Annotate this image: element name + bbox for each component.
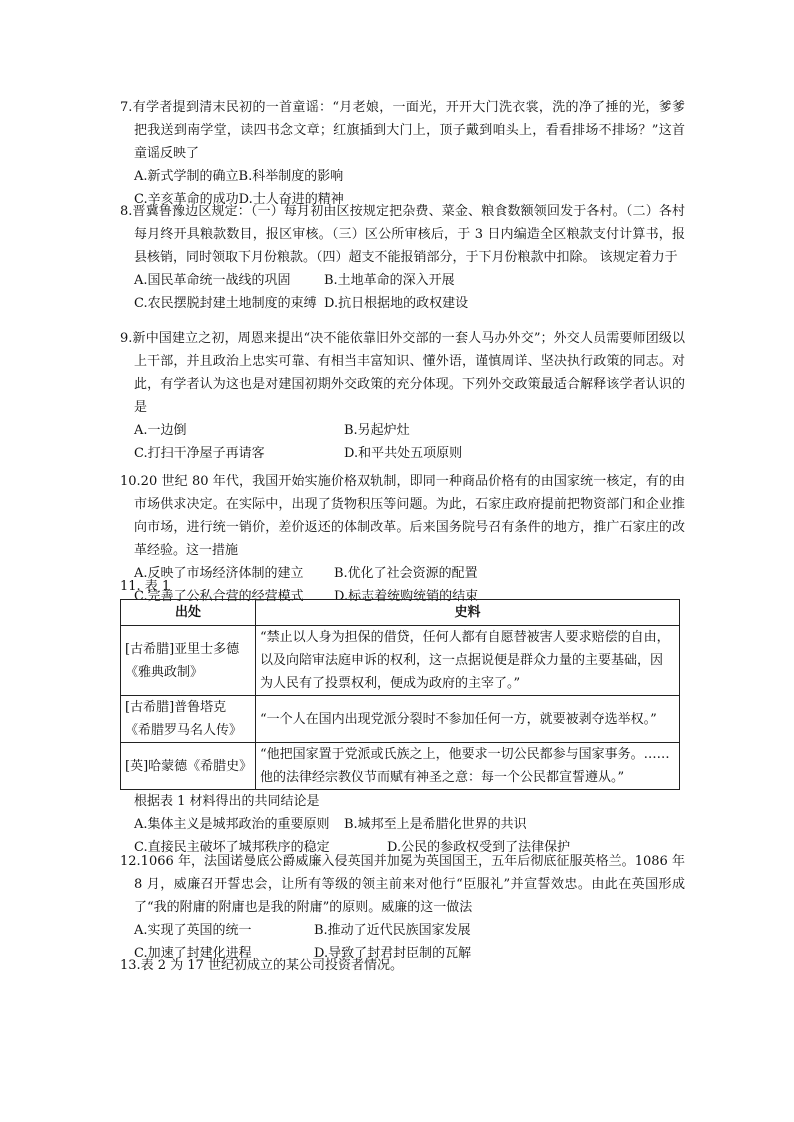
question-8-options-row-1	[120, 269, 685, 292]
question-9-option-a: A.一边倒	[134, 423, 187, 438]
question-11-option-d: D.公民的参政权受到了法律保护	[387, 840, 571, 855]
table-1	[120, 599, 680, 790]
table-1-label: 11. 表 1	[120, 579, 171, 594]
question-13-stem: 13.表 2 为 17 世纪初成立的某公司投资者情况。	[120, 958, 404, 973]
question-11-prompt: 根据表 1 材料得出的共同结论是	[134, 794, 320, 809]
question-7	[120, 96, 685, 211]
question-7-stem: 7.有学者提到清末民初的一首童谣：“月老娘，一面光，开开大门洗衣裳，洗的净了捶的光，爹爹把我送到南学堂，读四书念文章；红旗插到大门上，顶子戴到咱头上，看看排场不排场？”这首童谣反映了	[120, 100, 685, 161]
table-cell-source: [英]哈蒙德《希腊史》	[121, 743, 256, 790]
table-cell-source: [古希腊]亚里士多德《雅典政制》	[121, 626, 256, 696]
question-7-option-c: C.辛亥革命的成功	[134, 192, 239, 207]
question-13	[120, 954, 685, 977]
question-9-stem: 9.新中国建立之初，周恩来提出“决不能依靠旧外交部的一套人马办外交”；外交人员需要师团级以上干部，并且政治上忠实可靠、有相当丰富知识、懂外语，谨慎周详、坚决执行政策的同志。对此，有学者认为这也是对建国初期外交政策的充分体现。下列外交政策最适合解释该学者认识的是	[120, 331, 685, 415]
question-9	[120, 327, 685, 465]
question-9-option-c: C.打扫干净屋子再请客	[134, 446, 265, 461]
question-7-option-d: D.士人奋进的精神	[238, 192, 344, 207]
question-7-option-a: A.新式学制的确立	[134, 169, 239, 184]
question-9-option-b: B.另起炉灶	[344, 423, 410, 438]
table-cell-material: “禁止以人身为担保的借贷，任何人都有自愿替被害人要求赔偿的自由，以及向陪审法庭申诉的权利，这一点据说便是群众力量的主要基础，因为人民有了投票权利，便成为政府的主宰了。”	[256, 626, 680, 696]
question-11-options-row-1	[120, 813, 685, 836]
question-9-options-row-2	[120, 442, 685, 465]
question-8-stem: 8.晋冀鲁豫边区规定：（一）每月初由区按规定把杂费、菜金、粮食数额领回发于各村。（二）各村每月终开具粮款数目，报区审核。（三）区公所审核后，于 3 日内编造全区粮款支付计算书，报县核销，同时领取下月份粮款。（四）超支不能报销部分，于下月份粮款中扣除。 该规定着力于	[120, 204, 685, 265]
question-10-option-d: D.标志着统购统销的结束	[334, 589, 479, 604]
question-12	[120, 850, 685, 965]
question-9-option-d: D.和平共处五项原则	[344, 446, 463, 461]
table-row	[121, 743, 680, 790]
question-8-options-row-2	[120, 292, 685, 315]
question-8-option-d: D.抗日根据地的政权建设	[324, 296, 469, 311]
question-10-option-c: C.完善了公私合营的经营模式	[134, 589, 304, 604]
question-12-option-d: D.导致了封君封臣制的瓦解	[314, 946, 472, 961]
table-cell-material: “他把国家置于党派或氏族之上，他要求一切公民都参与国家事务。……他的法律经宗教仪节而赋有神圣之意：每一个公民都宣誓遵从。”	[256, 743, 680, 790]
question-10-stem: 10.20 世纪 80 年代，我国开始实施价格双轨制，即同一种商品价格有的由国家统一核定，有的由市场供求决定。在实际中，出现了货物积压等问题。为此，石家庄政府提前把物资部门和企业推向市场，进行统一销价，差价返还的体制改革。后来国务院号召有条件的地方，推广石家庄的改革经验。这一措施	[120, 474, 685, 558]
question-12-option-a: A.实现了英国的统一	[134, 923, 252, 938]
question-8-option-b: B.土地革命的深入开展	[324, 273, 455, 288]
question-8-option-a: A.国民革命统一战线的巩固	[134, 273, 291, 288]
question-12-options-row-1	[120, 919, 685, 942]
question-11-option-c: C.直接民主破坏了城邦秩序的稳定	[134, 840, 330, 855]
question-11	[120, 575, 685, 859]
question-8-option-c: C.农民摆脱封建土地制度的束缚	[134, 296, 317, 311]
table-cell-material: “一个人在国内出现党派分裂时不参加任何一方，就要被剥夺选举权。”	[256, 696, 680, 743]
question-7-option-b: B.科举制度的影响	[238, 169, 344, 184]
question-12-option-b: B.推动了近代民族国家发展	[314, 923, 471, 938]
table-1-header-source: 出处	[121, 600, 256, 626]
question-10-option-b: B.优化了社会资源的配置	[334, 566, 478, 581]
table-row	[121, 696, 680, 743]
question-7-options-row-1	[120, 165, 685, 188]
table-1-header-row	[121, 600, 680, 626]
question-11-option-a: A.集体主义是城邦政治的重要原则	[134, 817, 330, 832]
table-1-header-material: 史料	[256, 600, 680, 626]
question-12-option-c: C.加速了封建化进程	[134, 946, 252, 961]
question-11-option-b: B.城邦至上是希腊化世界的共识	[344, 817, 527, 832]
question-10-option-a: A.反映了市场经济体制的建立	[134, 566, 304, 581]
table-cell-source: [古希腊]普鲁塔克《希腊罗马名人传》	[121, 696, 256, 743]
question-9-options-row-1	[120, 419, 685, 442]
table-row	[121, 626, 680, 696]
question-8	[120, 200, 685, 315]
question-12-stem: 12.1066 年，法国诺曼底公爵威廉入侵英国并加冕为英国国王，五年后彻底征服英格兰。1086 年 8 月，威廉召开誓忠会，让所有等级的领主前来对他行“臣服礼”并宣誓效忠。由此在英国形成了“我的附庸的附庸也是我的附庸”的原则。威廉的这一做法	[120, 854, 685, 915]
